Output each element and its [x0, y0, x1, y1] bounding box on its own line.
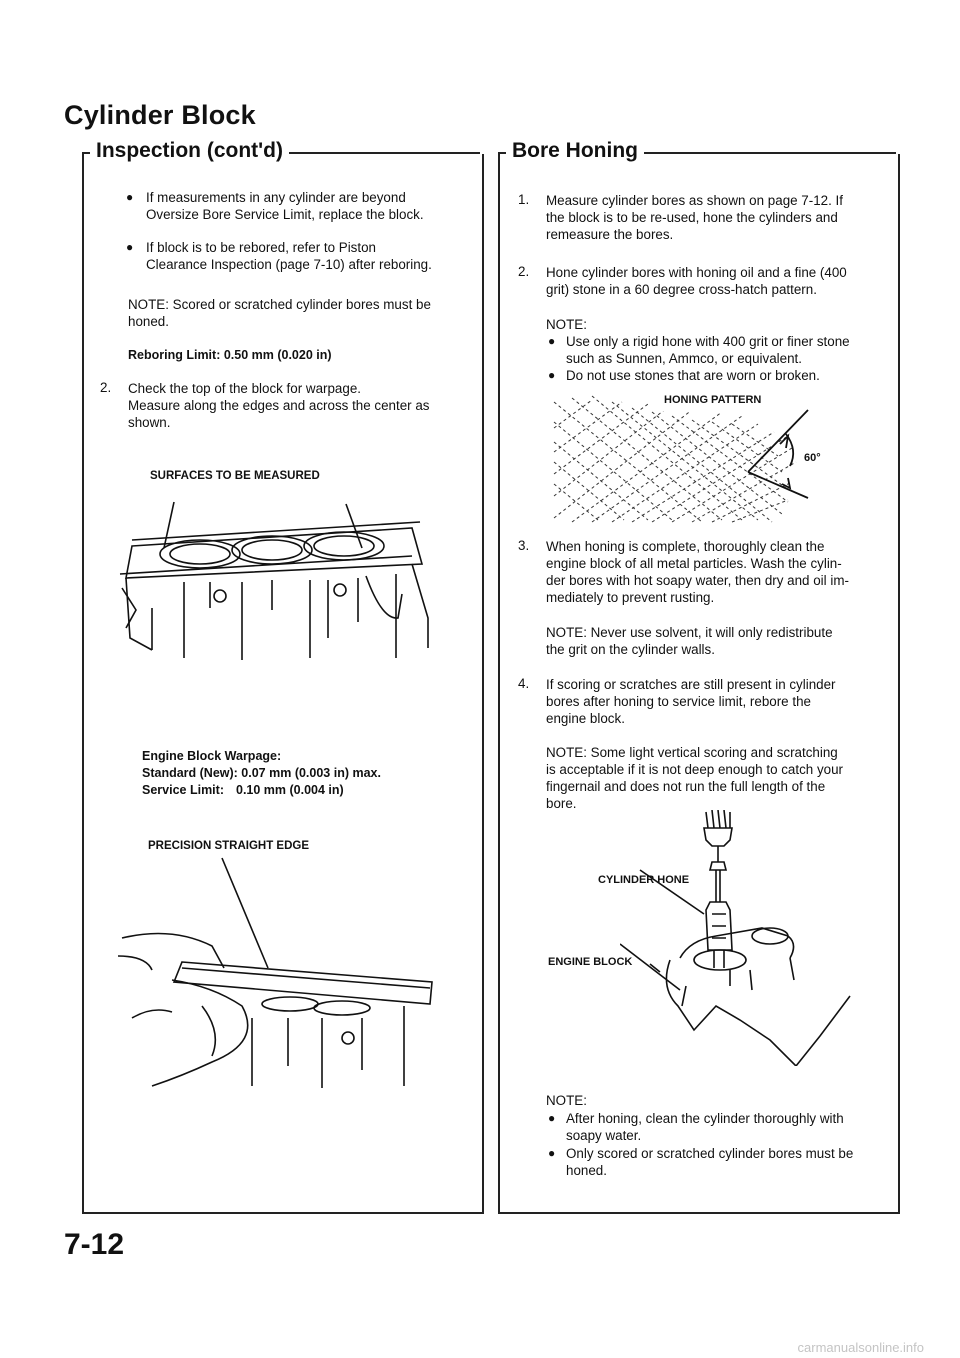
right-note-4: [546, 744, 843, 812]
text-line: If block is to be rebored, refer to Piston: [146, 240, 376, 255]
bullet-dot: ●: [126, 240, 134, 254]
right-step-1: [546, 192, 843, 243]
warpage-standard: Standard (New): 0.07 mm (0.003 in) max.: [142, 766, 381, 780]
text-line: If measurements in any cylinder are beyond: [146, 190, 406, 205]
text-line: Measure cylinder bores as shown on page 7-12. If: [546, 193, 843, 208]
text-line: Only scored or scratched cylinder bores must be: [566, 1146, 854, 1161]
text-line: engine block.: [546, 711, 625, 726]
step-number: 3.: [518, 538, 530, 553]
text-line: NOTE: Some light vertical scoring and scratching: [546, 745, 838, 760]
text-line: bores after honing to service limit, rebore the: [546, 694, 811, 709]
text-line: bore.: [546, 796, 577, 811]
page-number: 7-12: [64, 1228, 125, 1261]
text-line: Clearance Inspection (page 7-10) after reboring.: [146, 257, 432, 272]
text-line: fingernail and does not run the full length of the: [546, 779, 826, 794]
text-line: honed.: [566, 1163, 607, 1178]
angle-label: 60°: [804, 452, 821, 464]
text-line: the grit on the cylinder walls.: [546, 642, 715, 657]
straight-edge-illustration: [112, 856, 442, 1096]
text-line: Check the top of the block for warpage.: [128, 381, 361, 396]
engine-block-illustration: [112, 498, 442, 666]
right-note-label: NOTE:: [546, 317, 587, 332]
text-line: der bores with hot soapy water, then dry and oil im-: [546, 573, 849, 588]
bullet-dot: ●: [548, 368, 556, 382]
left-note: [128, 296, 431, 330]
step-number: 2.: [518, 264, 530, 279]
bullet-dot: ●: [126, 190, 134, 204]
honing-pattern-label: HONING PATTERN: [664, 394, 762, 406]
text-line: Do not use stones that are worn or broken.: [566, 368, 820, 383]
left-bullet-2: [146, 239, 432, 273]
left-step-2: [128, 380, 429, 431]
text-line: soapy water.: [566, 1128, 642, 1143]
text-line: remeasure the bores.: [546, 227, 674, 242]
text-line: NOTE: Scored or scratched cylinder bores must be: [128, 297, 431, 312]
right-step-4: [546, 676, 836, 727]
bullet-dot: ●: [548, 1146, 556, 1160]
honing-pattern-illustration: [552, 392, 832, 526]
text-line: When honing is complete, thoroughly clean the: [546, 539, 825, 554]
text-line: is acceptable if it is not deep enough to catch your: [546, 762, 844, 777]
final-note-label: NOTE:: [546, 1093, 587, 1108]
right-note-bullet-2: [566, 367, 820, 384]
text-line: shown.: [128, 415, 171, 430]
engine-block-label: ENGINE BLOCK: [548, 956, 633, 968]
straight-edge-label: PRECISION STRAIGHT EDGE: [148, 840, 310, 852]
text-line: the block is to be re-used, hone the cylinders and: [546, 210, 838, 225]
right-step-2: [546, 264, 847, 298]
bullet-dot: ●: [548, 334, 556, 348]
text-line: such as Sunnen, Ammco, or equivalent.: [566, 351, 802, 366]
watermark: carmanualsonline.info: [797, 1340, 924, 1355]
text-line: If scoring or scratches are still present in cylinder: [546, 677, 836, 692]
left-bullet-1: [146, 189, 424, 223]
page-title: Cylinder Block: [64, 100, 256, 130]
cylinder-hone-illustration: [620, 810, 880, 1066]
right-note-3: [546, 624, 833, 658]
reboring-limit: Reboring Limit: 0.50 mm (0.020 in): [128, 348, 332, 362]
final-bullet-1: [566, 1110, 844, 1144]
text-line: Hone cylinder bores with honing oil and a fine (400: [546, 265, 847, 280]
cylinder-hone-label: CYLINDER HONE: [598, 874, 690, 886]
text-line: honed.: [128, 314, 169, 329]
left-panel-heading: Inspection (cont'd): [90, 139, 289, 163]
final-bullet-2: [566, 1145, 853, 1179]
text-line: Use only a rigid hone with 400 grit or finer stone: [566, 334, 850, 349]
warpage-heading: Engine Block Warpage:: [142, 749, 282, 763]
text-line: Oversize Bore Service Limit, replace the block.: [146, 207, 424, 222]
warpage-limit-value: 0.10 mm (0.004 in): [236, 783, 344, 797]
surfaces-label: SURFACES TO BE MEASURED: [150, 470, 320, 482]
text-line: Measure along the edges and across the center as: [128, 398, 430, 413]
text-line: mediately to prevent rusting.: [546, 590, 715, 605]
text-line: NOTE: Never use solvent, it will only redistribute: [546, 625, 833, 640]
bullet-dot: ●: [548, 1111, 556, 1125]
step-number: 4.: [518, 676, 530, 691]
step-number: 1.: [518, 192, 530, 207]
right-panel-heading: Bore Honing: [506, 139, 644, 163]
right-step-3: [546, 538, 849, 606]
warpage-limit-label: Service Limit:: [142, 783, 224, 797]
text-line: grit) stone in a 60 degree cross-hatch pattern.: [546, 282, 817, 297]
text-line: After honing, clean the cylinder thoroughly with: [566, 1111, 844, 1126]
step-number: 2.: [100, 380, 112, 395]
right-note-bullet-1: [566, 333, 850, 367]
text-line: engine block of all metal particles. Wash the cylin-: [546, 556, 842, 571]
